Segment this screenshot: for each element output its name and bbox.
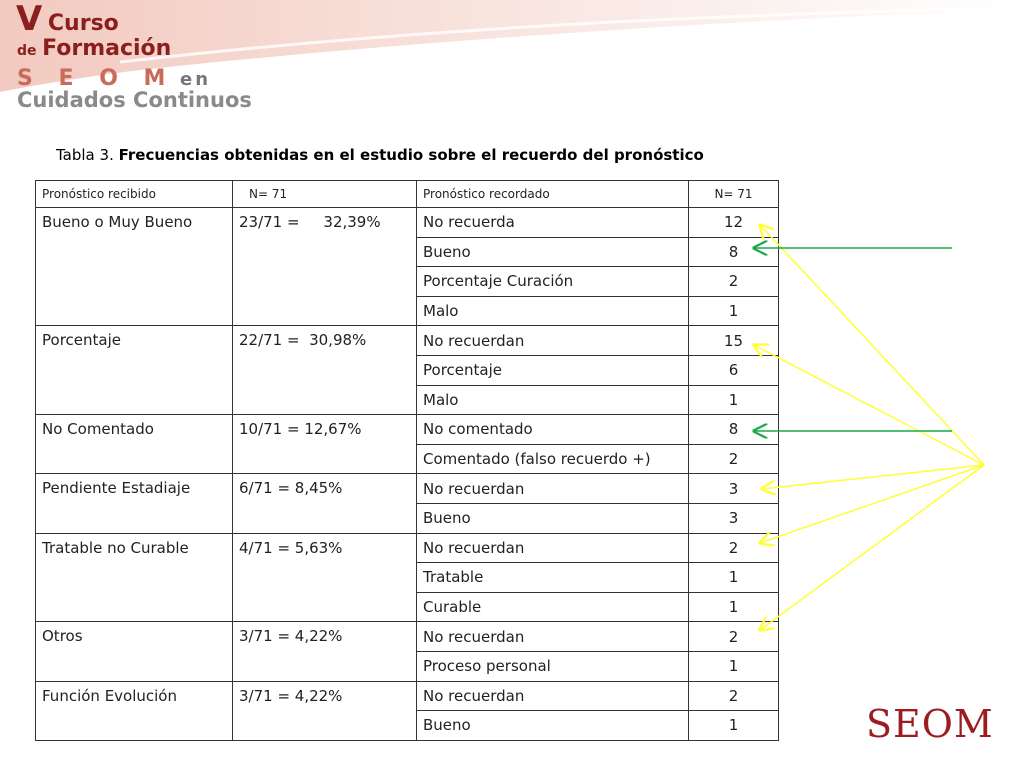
recalled-prognosis-cell: No recuerdan — [417, 622, 689, 652]
column-header: Pronóstico recibido — [36, 181, 233, 208]
frequency-table — [35, 180, 779, 741]
seom-logo: SEOM — [866, 702, 994, 746]
recalled-count-cell: 6 — [689, 355, 779, 385]
table-row — [36, 474, 779, 504]
column-header: Pronóstico recordado — [417, 181, 689, 208]
caption-title: Frecuencias obtenidas en el estudio sobre el recuerdo del pronóstico — [118, 146, 704, 164]
title-en: en — [180, 69, 212, 90]
recalled-prognosis-cell: No recuerdan — [417, 681, 689, 711]
recalled-count-cell: 2 — [689, 267, 779, 297]
column-header: N= 71 — [689, 181, 779, 208]
received-frequency-cell: 22/71 = 30,98% — [233, 326, 417, 415]
recalled-prognosis-cell: Proceso personal — [417, 651, 689, 681]
recalled-prognosis-cell: Bueno — [417, 711, 689, 741]
received-frequency-cell: 10/71 = 12,67% — [233, 415, 417, 474]
recalled-count-cell: 1 — [689, 592, 779, 622]
recalled-count-cell: 2 — [689, 533, 779, 563]
yellow-arrow-1 — [760, 225, 984, 465]
recalled-prognosis-cell: No recuerda — [417, 208, 689, 238]
recalled-prognosis-cell: Bueno — [417, 503, 689, 533]
recalled-prognosis-cell: Tratable — [417, 563, 689, 593]
recalled-prognosis-cell: No recuerdan — [417, 533, 689, 563]
received-frequency-cell: 3/71 = 4,22% — [233, 681, 417, 740]
recalled-count-cell: 8 — [689, 237, 779, 267]
recalled-count-cell: 2 — [689, 622, 779, 652]
recalled-prognosis-cell: No comentado — [417, 415, 689, 445]
recalled-count-cell: 1 — [689, 385, 779, 415]
header-banner — [0, 0, 1024, 120]
recalled-count-cell: 8 — [689, 415, 779, 445]
recalled-count-cell: 1 — [689, 711, 779, 741]
recalled-prognosis-cell: Curable — [417, 592, 689, 622]
recalled-count-cell: 1 — [689, 651, 779, 681]
received-prognosis-cell: Porcentaje — [36, 326, 233, 415]
received-frequency-cell: 6/71 = 8,45% — [233, 474, 417, 533]
table-row — [36, 326, 779, 356]
recalled-count-cell: 3 — [689, 474, 779, 504]
annotation-arrows — [740, 200, 1000, 650]
recalled-prognosis-cell: No recuerdan — [417, 474, 689, 504]
received-frequency-cell: 23/71 = 32,39% — [233, 208, 417, 326]
recalled-prognosis-cell: Porcentaje — [417, 355, 689, 385]
table-row — [36, 533, 779, 563]
table-caption — [56, 146, 704, 164]
recalled-prognosis-cell: Malo — [417, 296, 689, 326]
title-seom: S E O M — [17, 66, 175, 91]
recalled-count-cell: 15 — [689, 326, 779, 356]
received-prognosis-cell: Función Evolución — [36, 681, 233, 740]
received-prognosis-cell: Pendiente Estadiaje — [36, 474, 233, 533]
recalled-count-cell: 3 — [689, 503, 779, 533]
title-formacion: Formación — [42, 36, 172, 61]
table-row — [36, 622, 779, 652]
table-row — [36, 208, 779, 238]
table-header-row — [36, 181, 779, 208]
recalled-count-cell: 12 — [689, 208, 779, 238]
yellow-arrow-5 — [760, 465, 984, 630]
recalled-count-cell: 1 — [689, 563, 779, 593]
recalled-prognosis-cell: Comentado (falso recuerdo +) — [417, 444, 689, 474]
table-row — [36, 415, 779, 445]
title-de: de — [17, 43, 37, 59]
received-prognosis-cell: Tratable no Curable — [36, 533, 233, 622]
received-prognosis-cell: Otros — [36, 622, 233, 681]
recalled-count-cell: 2 — [689, 681, 779, 711]
title-curso: Curso — [47, 11, 119, 36]
received-prognosis-cell: No Comentado — [36, 415, 233, 474]
recalled-prognosis-cell: Bueno — [417, 237, 689, 267]
yellow-arrow-2 — [754, 345, 984, 465]
table-row — [36, 681, 779, 711]
column-header: N= 71 — [233, 181, 417, 208]
title-cuidados: Cuidados Continuos — [17, 88, 252, 112]
title-v: V — [16, 0, 43, 39]
recalled-count-cell: 2 — [689, 444, 779, 474]
received-frequency-cell: 3/71 = 4,22% — [233, 622, 417, 681]
recalled-prognosis-cell: Malo — [417, 385, 689, 415]
recalled-prognosis-cell: Porcentaje Curación — [417, 267, 689, 297]
received-prognosis-cell: Bueno o Muy Bueno — [36, 208, 233, 326]
caption-prefix: Tabla 3. — [56, 146, 114, 164]
recalled-prognosis-cell: No recuerdan — [417, 326, 689, 356]
received-frequency-cell: 4/71 = 5,63% — [233, 533, 417, 622]
recalled-count-cell: 1 — [689, 296, 779, 326]
